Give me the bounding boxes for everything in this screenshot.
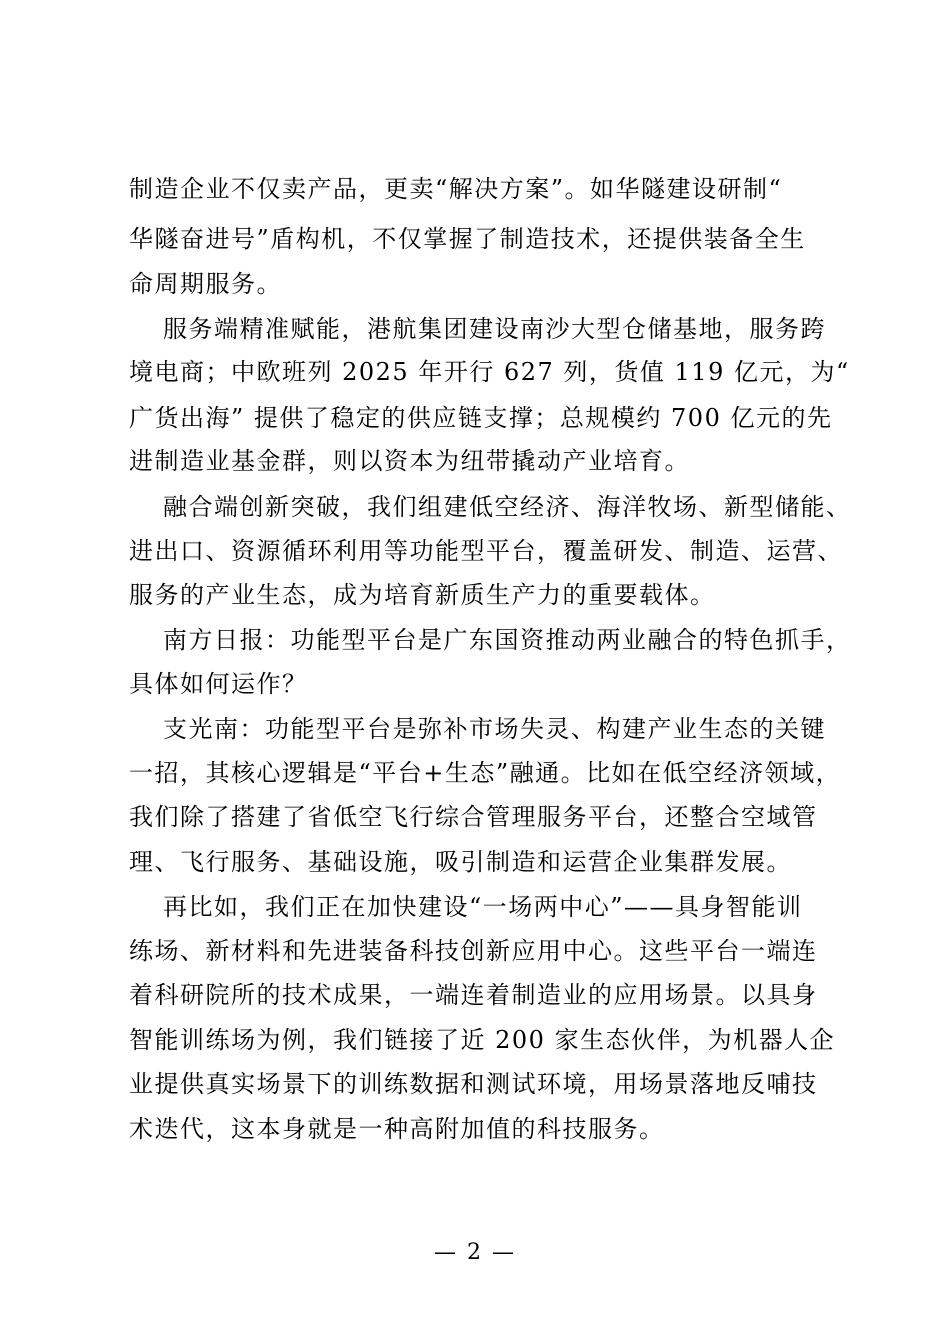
page-number: — 2 — [434, 1240, 516, 1265]
paragraph-2-line-4: 进制造业基金群，则以资本为纽带撬动产业培育。 [129, 447, 690, 475]
paragraph-6-line-4: 智能训练场为例，我们链接了近 200 家生态伙伴，为机器人企 [129, 1026, 836, 1054]
paragraph-6-line-3: 着科研院所的技术成果，一端连着制造业的应用场景。以具身 [129, 981, 818, 1009]
paragraph-4-line-1: 南方日报：功能型平台是广东国资推动两业融合的特色抓手， [163, 626, 852, 654]
paragraph-5-line-4: 理、飞行服务、基础设施，吸引制造和运营企业集群发展。 [129, 848, 792, 876]
paragraph-5-line-3: 我们除了搭建了省低空飞行综合管理服务平台，还整合空域管 [129, 803, 818, 831]
paragraph-3-line-3: 服务的产业生态，成为培育新质生产力的重要载体。 [129, 581, 716, 609]
paragraph-1-line-3: 命周期服务。 [129, 270, 282, 298]
paragraph-2-line-1: 服务端精准赋能，港航集团建设南沙大型仓储基地，服务跨 [163, 315, 826, 343]
paragraph-5-line-1: 支光南：功能型平台是弥补市场失灵、构建产业生态的关键 [163, 715, 826, 743]
paragraph-5-line-2: 一招，其核心逻辑是“平台+生态”融通。比如在低空经济领域， [129, 759, 842, 787]
paragraph-3-line-2: 进出口、资源循环利用等功能型平台，覆盖研发、制造、运营、 [129, 537, 843, 565]
paragraph-6-line-1: 再比如，我们正在加快建设“一场两中心”——具身智能训 [163, 893, 803, 921]
paragraph-2-line-3: 广货出海” 提供了稳定的供应链支撑；总规模约 700 亿元的先 [129, 404, 833, 432]
paragraph-1-line-1: 制造企业不仅卖产品，更卖“解决方案”。如华隧建设研制“ [129, 175, 783, 203]
paragraph-6-line-2: 练场、新材料和先进装备科技创新应用中心。这些平台一端连 [129, 937, 818, 965]
paragraph-6-line-5: 业提供真实场景下的训练数据和测试环境，用场景落地反哺技 [129, 1070, 818, 1098]
paragraph-2-line-2: 境电商；中欧班列 2025 年开行 627 列，货值 119 亿元，为“ [129, 358, 850, 386]
paragraph-4-line-2: 具体如何运作？ [129, 670, 308, 698]
paragraph-1-line-2: 华隧奋进号”盾构机，不仅掌握了制造技术，还提供装备全生 [129, 225, 806, 253]
paragraph-6-line-6: 术迭代，这本身就是一种高附加值的科技服务。 [129, 1115, 665, 1143]
paragraph-3-line-1: 融合端创新突破，我们组建低空经济、海洋牧场、新型储能、 [163, 493, 852, 521]
